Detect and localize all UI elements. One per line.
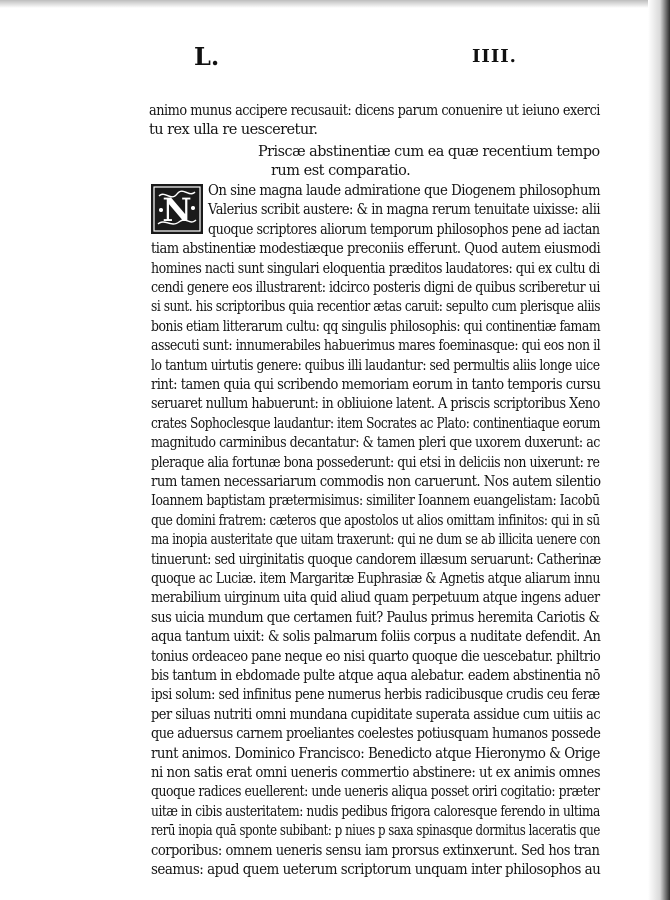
text-line: tonius ordeaceo pane neque eo nisi quarto quoque die uescebatur. philtrio <box>151 648 601 665</box>
text-line: aqua tantum uixit: & solis palmarum foliis corpus a nuditate defendit. An <box>151 629 601 646</box>
text-line: ipsi solum: sed infinitus pene numerus herbis radicibusque crudis ceu feræ <box>151 687 600 704</box>
text-line: corporibus: omnem ueneris sensu iam prorsus extinxerunt. Sed hos tran <box>151 842 600 859</box>
text-line: Ioannem baptistam prætermisimus: similiter Ioannem euangelistam: Iacobū <box>151 493 600 510</box>
text-line: uitæ in cibis austeritatem: nudis pedibus frigora caloresque ferendo in ultima <box>151 803 600 820</box>
text-line: sus uicia mundum que certamen fuit? Paulus primus heremita Cariotis & <box>151 609 600 626</box>
running-head-left: L. <box>194 42 220 71</box>
text-line: seamus: apud quem ueterum scriptorum unquam inter philosophos au <box>151 862 601 878</box>
text-line: bonis etiam litterarum cultu: qq singulis philosophis: qui continentiæ famam <box>151 318 601 335</box>
text-line: ma inopia austeritate que uitam traxerunt: qui ne dum se ab illicita uenere con <box>151 532 601 549</box>
text-line: runt animos. Dominico Francisco: Benedicto atque Hieronymo & Orige <box>151 745 600 762</box>
text-line: ni non satis erat omni ueneris commertio abstinere: ut ex animis omnes <box>151 765 601 781</box>
text-line: On sine magna laude admiratione que Diogenem philosophum <box>208 183 601 199</box>
text-line: lo tantum uirtutis genere: quibus illi laudantur: sed permultis aliis longe uice <box>151 357 600 374</box>
initial-letter: N <box>162 191 192 229</box>
text-line: pleraque alia fortunæ bona possederunt: qui etsi in deliciis non uixerunt: re <box>151 454 600 471</box>
text-line: quoque radices euellerent: unde ueneris aliqua posset oriri cogitatio: præter <box>151 784 600 801</box>
text-line: rum tamen necessariarum commodis non caruerunt. Nos autem silentio <box>151 474 601 490</box>
text-line: bis tantum in ebdomade pulte atque aqua alebatur. eadem abstinentia nō <box>151 668 600 684</box>
text-line: homines nacti sunt singulari eloquentia præditos laudatores: qui ex cultu di <box>151 260 600 277</box>
text-line: que domini fratrem: cæteros que apostolos ut alios omittam infinitos: qui in sū <box>151 512 600 529</box>
text-line: rint: tamen quia qui scribendo memoriam eorum in tanto temporis cursu <box>151 377 601 393</box>
text-line: per siluas nutriti omni mundana cupiditate superata assidue cum uitiis ac <box>151 706 601 723</box>
page-top-shadow <box>0 0 670 8</box>
text-line: que aduersus carnem proeliantes coelestes potiusquam humanos possede <box>151 726 601 743</box>
text-line: cendi genere eos illustrarent: idcirco posteris digni de quibus scriberetur ui <box>151 280 600 296</box>
page-binding-shadow <box>648 0 670 900</box>
text-line: quoque scriptores aliorum temporum philosophos pene ad iactan <box>208 221 600 238</box>
folio-number: IIII. <box>472 46 517 67</box>
text-line: assecuti sunt: innumerabiles habuerimus mares foeminasque: qui eos non il <box>151 338 601 355</box>
caption-line: rum est comparatio. <box>271 163 411 180</box>
caption-line: Priscæ abstinentiæ cum ea quæ recentium tempo <box>258 144 600 160</box>
decorated-initial-icon <box>151 184 203 234</box>
text-line: seruaret nullum habuerunt: in obliuione latent. A priscis scriptoribus Xeno <box>151 396 600 413</box>
text-line: tu rex ulla re uesceretur. <box>149 122 318 139</box>
text-line: animo munus accipere recusauit: dicens parum conuenire ut ieiuno exerci <box>149 103 600 119</box>
text-line: si sunt. his scriptoribus quia recentior ætas caruit: sepulto cum plerisque aliis <box>151 299 601 316</box>
text-line: crates Sophoclesque laudantur: item Socrates ac Plato: continentiaque eorum <box>151 415 600 432</box>
text-line: tiam abstinentiæ modestiæque preconiis efferunt. Quod autem eiusmodi <box>151 241 601 258</box>
text-line: quoque ac Luciæ. item Margaritæ Euphrasiæ & Agnetis atque aliarum innu <box>151 571 601 587</box>
text-line: rerū inopia quā sponte subibant: p niues p saxa spinasque dormitus laceratis que <box>151 823 600 840</box>
text-line: tinuerunt: sed uirginitatis quoque candorem illæsum seruarunt: Catherinæ <box>151 551 601 568</box>
text-line: Valerius scribit austere: & in magna rerum tenuitate uixisse: alii <box>208 202 601 219</box>
text-line: magnitudo carminibus decantatur: & tamen pleri que uxorem duxerunt: ac <box>151 435 600 452</box>
text-line: merabilium uirginum uita quid aliud quam perpetuum atque ingens aduer <box>151 590 600 607</box>
